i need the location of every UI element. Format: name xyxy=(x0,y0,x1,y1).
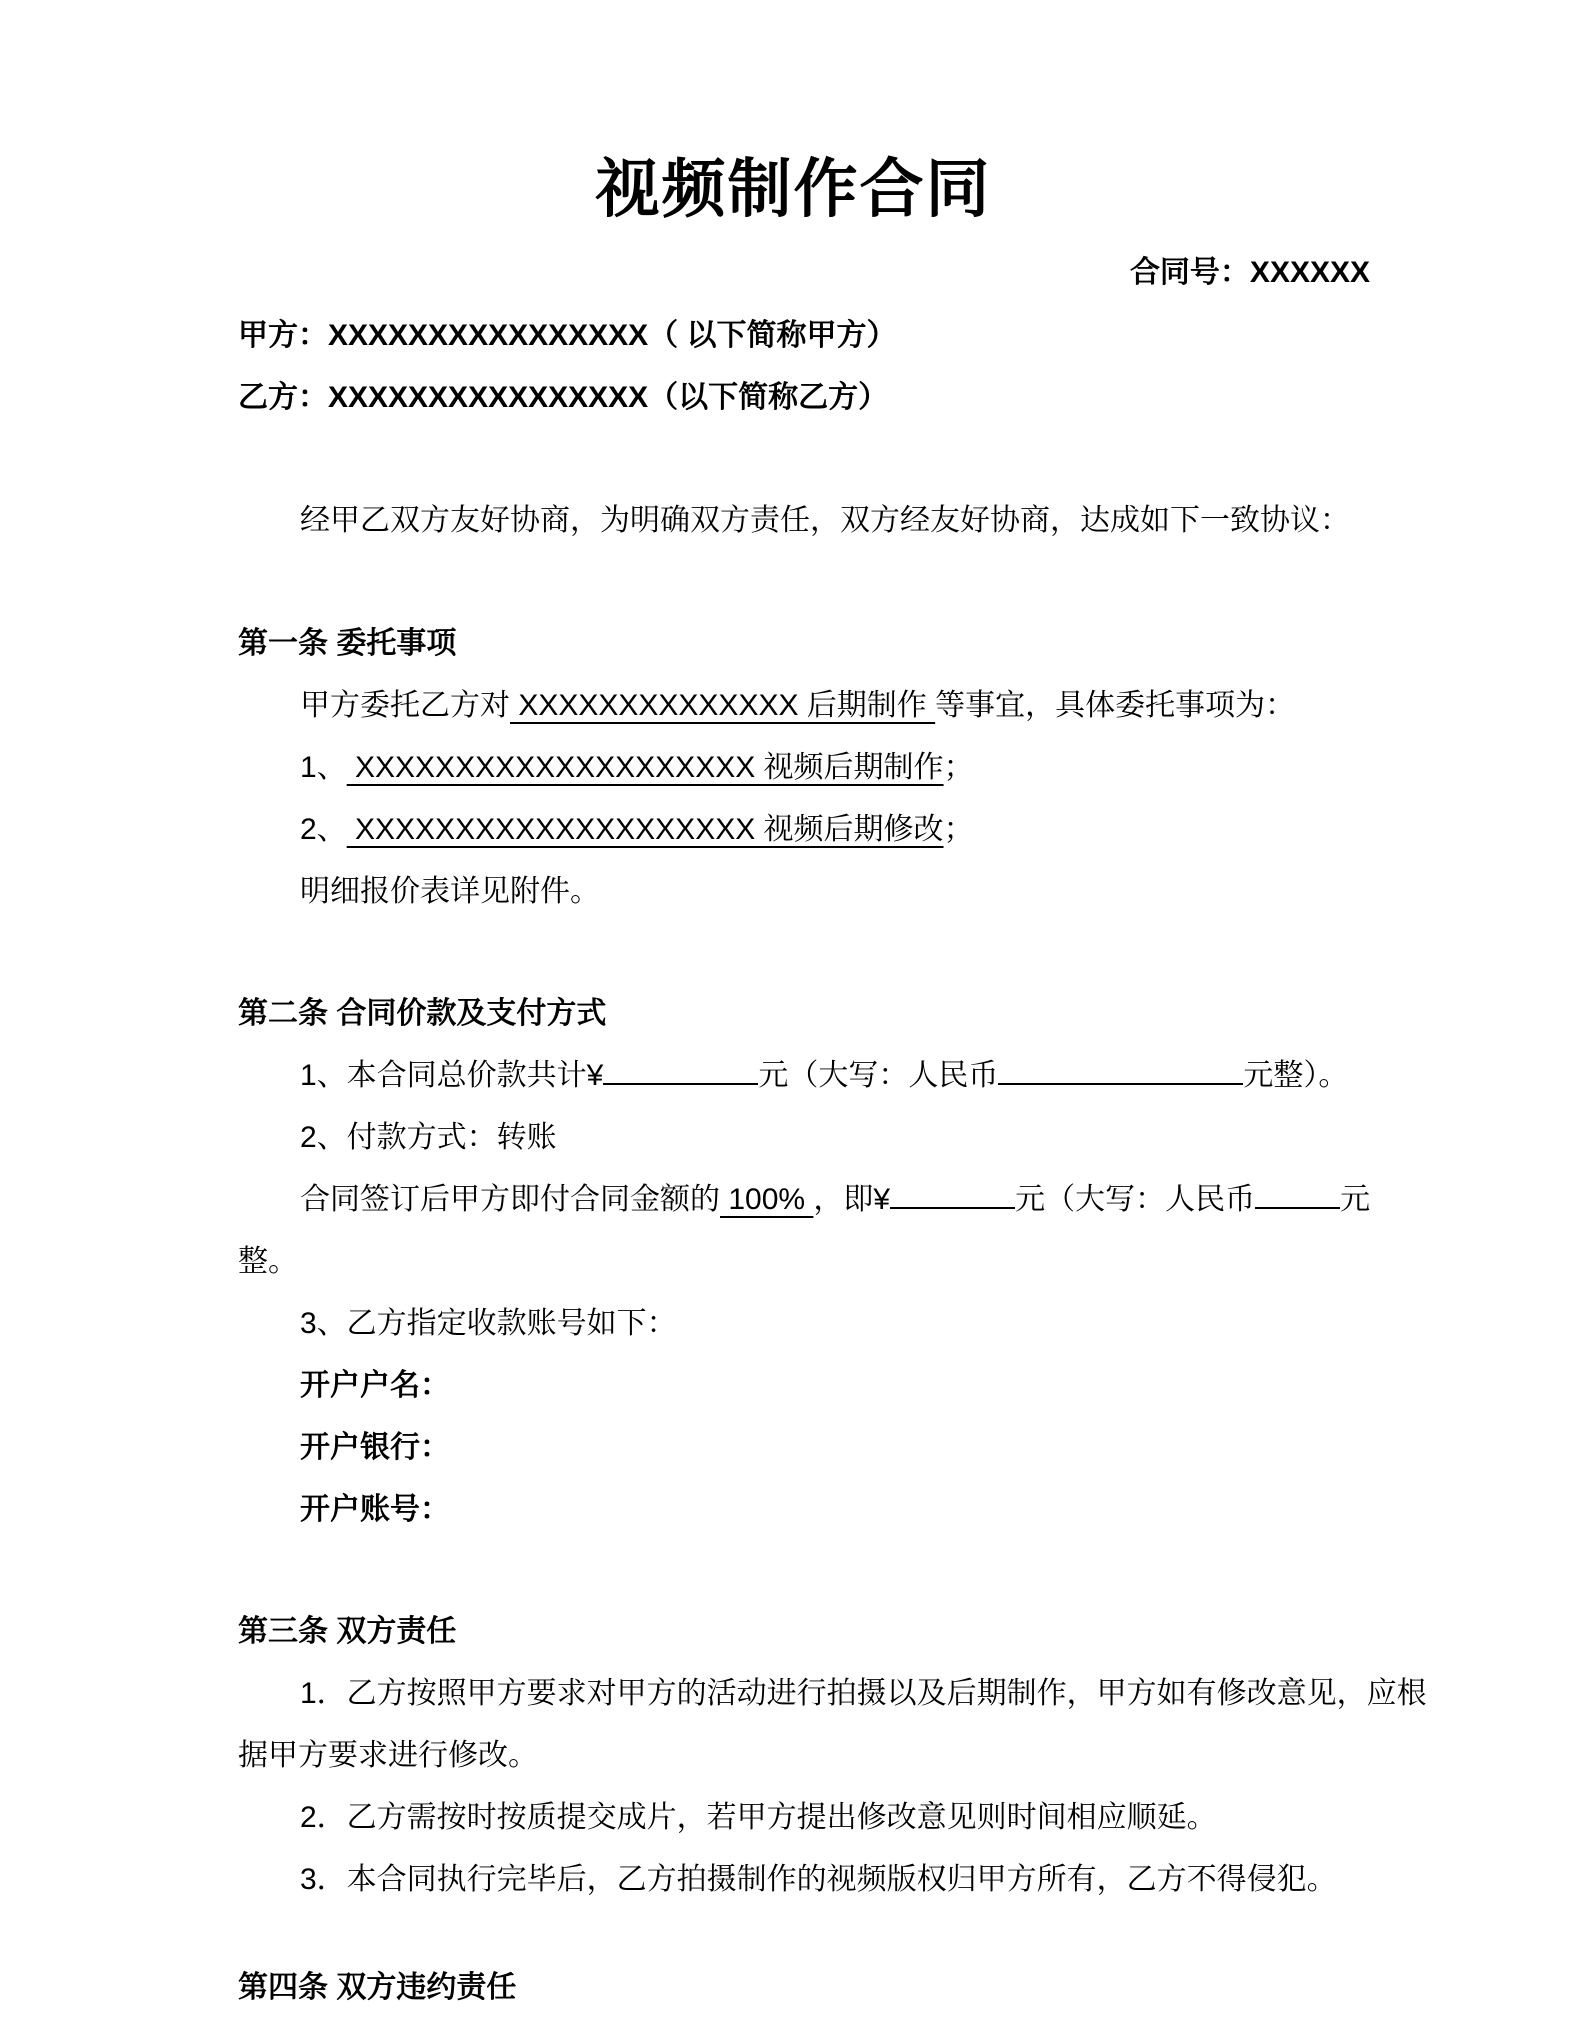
section-1-item-2-tail: ； xyxy=(943,813,974,846)
section-1-item-2-number: 2、 xyxy=(300,813,347,846)
blank-pay-amount-numeric xyxy=(890,1197,1015,1209)
section-4-heading: 第四条 双方违约责任 xyxy=(238,1971,517,2004)
section-1-note: 明细报价表详见附件。 xyxy=(300,875,600,908)
section-1-item-1-tail: ； xyxy=(943,751,974,784)
account-number-label: 开户账号： xyxy=(300,1493,450,1526)
blank-total-amount-numeric xyxy=(603,1073,758,1085)
section-3-heading: 第三条 双方责任 xyxy=(238,1615,457,1648)
party-a-line: 甲方：XXXXXXXXXXXXXXXX（ 以下简称甲方） xyxy=(238,319,897,352)
section-2-account-intro: 3、乙方指定收款账号如下： xyxy=(300,1307,677,1340)
account-bank-label: 开户银行： xyxy=(300,1431,450,1464)
section-1-item-1-number: 1、 xyxy=(300,751,347,784)
document-body xyxy=(0,305,1587,2019)
blank-total-amount-words xyxy=(998,1073,1243,1085)
account-name-label: 开户户名： xyxy=(300,1369,450,1402)
section-3-item-1-line-2: 据甲方要求进行修改。 xyxy=(238,1739,538,1772)
section-2-pay-line-wrap: 整。 xyxy=(238,1245,298,1278)
pay-tail: 元 xyxy=(1340,1183,1371,1216)
price-prefix: 1、本合同总价款共计¥ xyxy=(300,1059,604,1092)
intro-paragraph: 经甲乙双方友好协商，为明确双方责任，双方经友好协商，达成如下一致协议： xyxy=(300,504,1350,537)
section-1-lead-prefix: 甲方委托乙方对 xyxy=(300,689,510,722)
price-tail: 元整）。 xyxy=(1243,1059,1349,1092)
section-1-item-2 xyxy=(238,799,1430,861)
party-b-line: 乙方：XXXXXXXXXXXXXXXX（以下简称乙方） xyxy=(238,381,889,414)
section-1-heading: 第一条 委托事项 xyxy=(238,627,457,660)
section-3-item-1-line-1: 1．乙方按照甲方要求对甲方的活动进行拍摄以及后期制作，甲方如有修改意见，应根 xyxy=(300,1677,1427,1710)
section-1-item-1-filled-blank: XXXXXXXXXXXXXXXXXXXX 视频后期制作 xyxy=(346,751,944,784)
section-1-lead-line xyxy=(238,675,1430,737)
section-2-pay-line xyxy=(238,1169,1430,1231)
section-2-heading: 第二条 合同价款及支付方式 xyxy=(238,997,607,1030)
section-3-item-2: 2．乙方需按时按质提交成片，若甲方提出修改意见则时间相应顺延。 xyxy=(300,1801,1217,1834)
pay-mid-2: 元（大写：人民币 xyxy=(1015,1183,1256,1216)
blank-pay-amount-words xyxy=(1255,1197,1340,1209)
pay-percent-filled-blank: 100% xyxy=(720,1183,814,1216)
price-mid: 元（大写：人民币 xyxy=(758,1059,999,1092)
section-2-pay-method-line: 2、付款方式：转账 xyxy=(300,1121,557,1154)
page-title: 视频制作合同 xyxy=(595,153,992,225)
section-1-lead-suffix: 等事宜，具体委托事项为： xyxy=(935,689,1296,722)
pay-mid-1: ，即¥ xyxy=(813,1183,891,1216)
pay-prefix: 合同签订后甲方即付合同金额的 xyxy=(300,1183,720,1216)
section-3-item-3: 3．本合同执行完毕后，乙方拍摄制作的视频版权归甲方所有，乙方不得侵犯。 xyxy=(300,1863,1337,1896)
contract-number: 合同号：XXXXXX xyxy=(1129,256,1370,289)
section-1-lead-filled-blank: XXXXXXXXXXXXXX 后期制作 xyxy=(510,689,936,722)
section-1-item-1 xyxy=(238,737,1430,799)
section-1-item-2-filled-blank: XXXXXXXXXXXXXXXXXXXX 视频后期修改 xyxy=(346,813,944,846)
section-2-price-line xyxy=(238,1045,1430,1107)
